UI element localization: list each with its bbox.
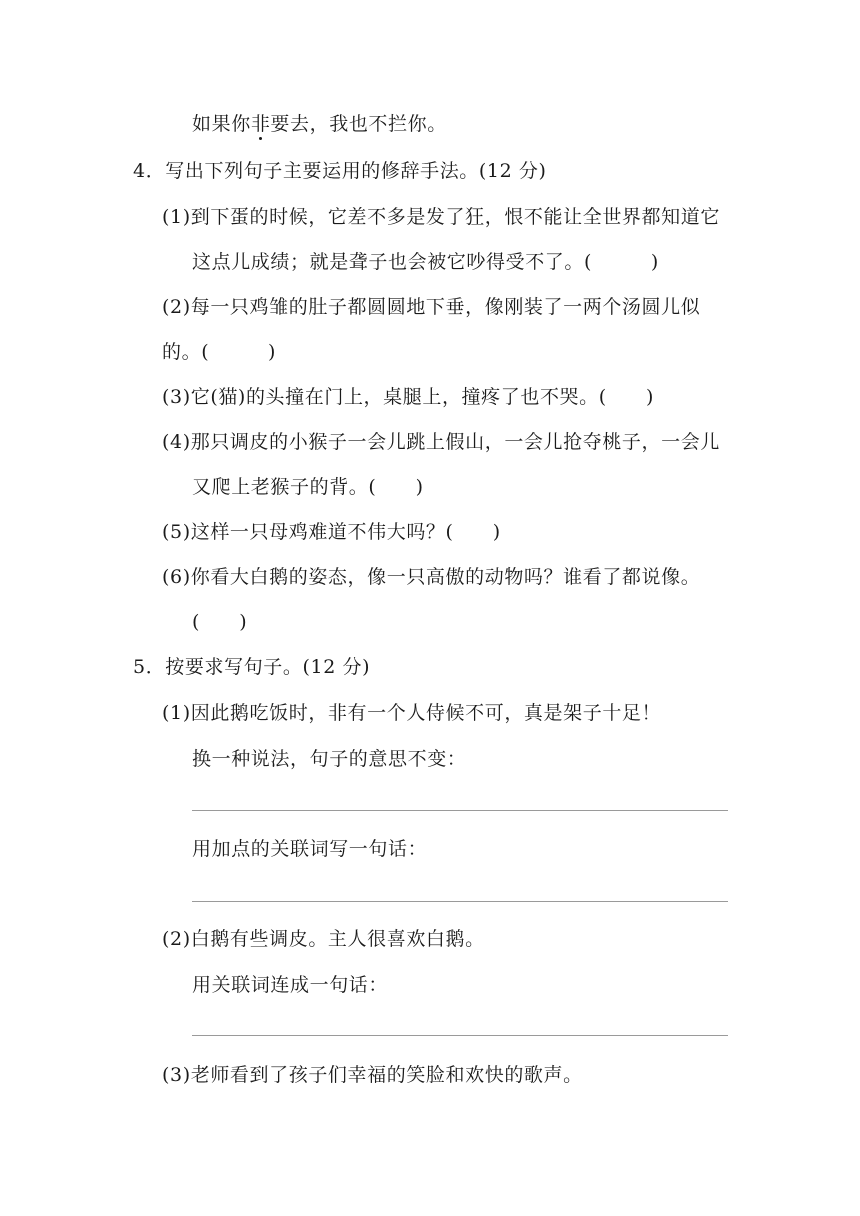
q4-item-5-line-1: (5)这样一只母鸡难道不伟大吗？( ): [162, 521, 501, 543]
q5-item-2-prompt: 用关联词连成一句话：: [192, 974, 389, 996]
emphasis-dot-char: 非: [250, 113, 271, 135]
q5-heading: 5．按要求写句子。(12 分): [133, 656, 371, 678]
q4-item-4-line-2: 又爬上老猴子的背。( ): [192, 476, 424, 498]
continuation-line: [192, 111, 447, 137]
q5-item-1-prompt-2: 用加点的关联词写一句话：: [192, 838, 428, 860]
q4-item-2-line-2: 的。( ): [162, 341, 277, 363]
answer-line[interactable]: [192, 810, 728, 811]
q4-item-6-line-1: (6)你看大白鹅的姿态，像一只高傲的动物吗？谁看了都说像。: [162, 566, 701, 588]
q4-item-2-line-1: (2)每一只鸡雏的肚子都圆圆地下垂，像刚装了一两个汤圆儿似: [162, 296, 701, 318]
q4-item-1-line-2: 这点儿成绩；就是聋子也会被它吵得受不了。( ): [192, 251, 659, 273]
q4-item-3-line-1: (3)它(猫)的头撞在门上，桌腿上，撞疼了也不哭。( ): [162, 386, 654, 408]
q4-heading: 4．写出下列句子主要运用的修辞手法。(12 分): [133, 160, 547, 182]
q4-item-6-line-2: ( ): [192, 611, 248, 633]
answer-line[interactable]: [192, 901, 728, 902]
q4-item-4-line-1: (4)那只调皮的小猴子一会儿跳上假山，一会儿抢夺桃子，一会儿: [162, 431, 720, 453]
q5-item-1-prompt-1: 换一种说法，句子的意思不变：: [192, 748, 467, 770]
q5-item-2-sentence: (2)白鹅有些调皮。主人很喜欢白鹅。: [162, 928, 485, 950]
continuation-before: 如果你: [192, 113, 251, 135]
q4-item-1-line-1: (1)到下蛋的时候，它差不多是发了狂，恨不能让全世界都知道它: [162, 206, 720, 228]
answer-line[interactable]: [192, 1035, 728, 1036]
continuation-after: 要去，我也不拦你。: [270, 113, 447, 135]
q5-item-1-sentence: (1)因此鹅吃饭时，非有一个人侍候不可，真是架子十足！: [162, 702, 662, 724]
q5-item-3-sentence: (3)老师看到了孩子们幸福的笑脸和欢快的歌声。: [162, 1064, 583, 1086]
